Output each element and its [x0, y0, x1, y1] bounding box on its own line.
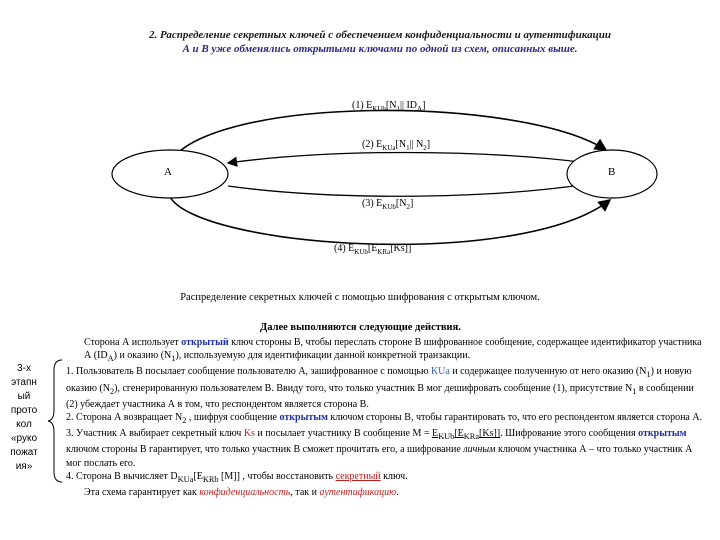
paragraph-step-4: 4. Сторона В вычисляет $D_{KUa}[E_{KRb}$ [M]] , чтобы восстановить секретный ключ.	[66, 470, 408, 484]
message-2-label: (2) $E_{KUa}[N_1||$ $N_2$]	[362, 139, 431, 152]
node-b-label: B	[608, 166, 616, 178]
arrow-msg-3	[228, 184, 588, 196]
side-note: 3-х этапн ый прото кол «руко пожат ия»	[10, 363, 38, 472]
title-line-1: 2. Распределение секретных ключей с обеспечением конфиденциальности и аутентификации	[149, 29, 611, 41]
node-a-label: A	[164, 166, 172, 178]
paragraph-step-1: 1. Пользователь В посылает сообщение пользователю А, зашифрованное с помощью KUa и содержащее полученную от него оказию $(N_1)$ и новую оказию $(N_2)$, сгенерированную пользователем В. Ввиду того, что только участник В мог дешифровать сообщение (1), присутствие $N_1$ в сообщении (2) убеждает участника А в том, что респондентом является сторона В.	[66, 366, 694, 410]
body-text	[66, 336, 706, 499]
title-line-2: А и В уже обменялись открытыми ключами по одной из схем, описанных выше.	[182, 43, 578, 55]
paragraph-conclusion: Эта схема гарантирует как конфиденциальность, так и аутентификацию.	[84, 487, 399, 499]
paragraph-step-3: 3. Участник А выбирает секретный ключ Ks и посылает участнику В сообщение $M = E_{KUb}[E_{KRa}[Ks]]$. Шифрование этого сообщения открытым ключом стороны В гарантирует, что только участник В сможет прочитать его, а шифрование личным ключом участника А – что только участник А мог послать его.	[66, 428, 693, 469]
message-4-label: (4) $E_{KUb}[E_{KRa}[Ks]]$	[334, 243, 412, 256]
arrow-msg-1	[168, 110, 606, 165]
message-3-label: (3) $E_{KUb}[N_2]$	[362, 198, 414, 211]
paragraph-intro: Сторона А использует открытый ключ стороны В, чтобы переслать стороне В шифрованное сообщение, содержащее идентификатор участника А $(ID_A)$ и оказию $(N_1)$, используемую для идентификации данной конкретной транзакции.	[84, 337, 702, 364]
brace-icon	[46, 358, 66, 484]
section-heading: Далее выполняются следующие действия.	[260, 322, 461, 333]
figure-caption: Распределение секретных ключей с помощью шифрования с открытым ключом.	[180, 292, 540, 303]
arrow-msg-2	[228, 153, 588, 164]
message-1-label: (1) $E_{KUb}[N_1||$ $ID_A$]	[352, 100, 426, 113]
paragraph-step-2: 2. Сторона А возвращает $N_2$ , шифруя сообщение открытым ключом стороны В, чтобы гарантировать то, что его респондентом является сторона А.	[66, 412, 703, 426]
